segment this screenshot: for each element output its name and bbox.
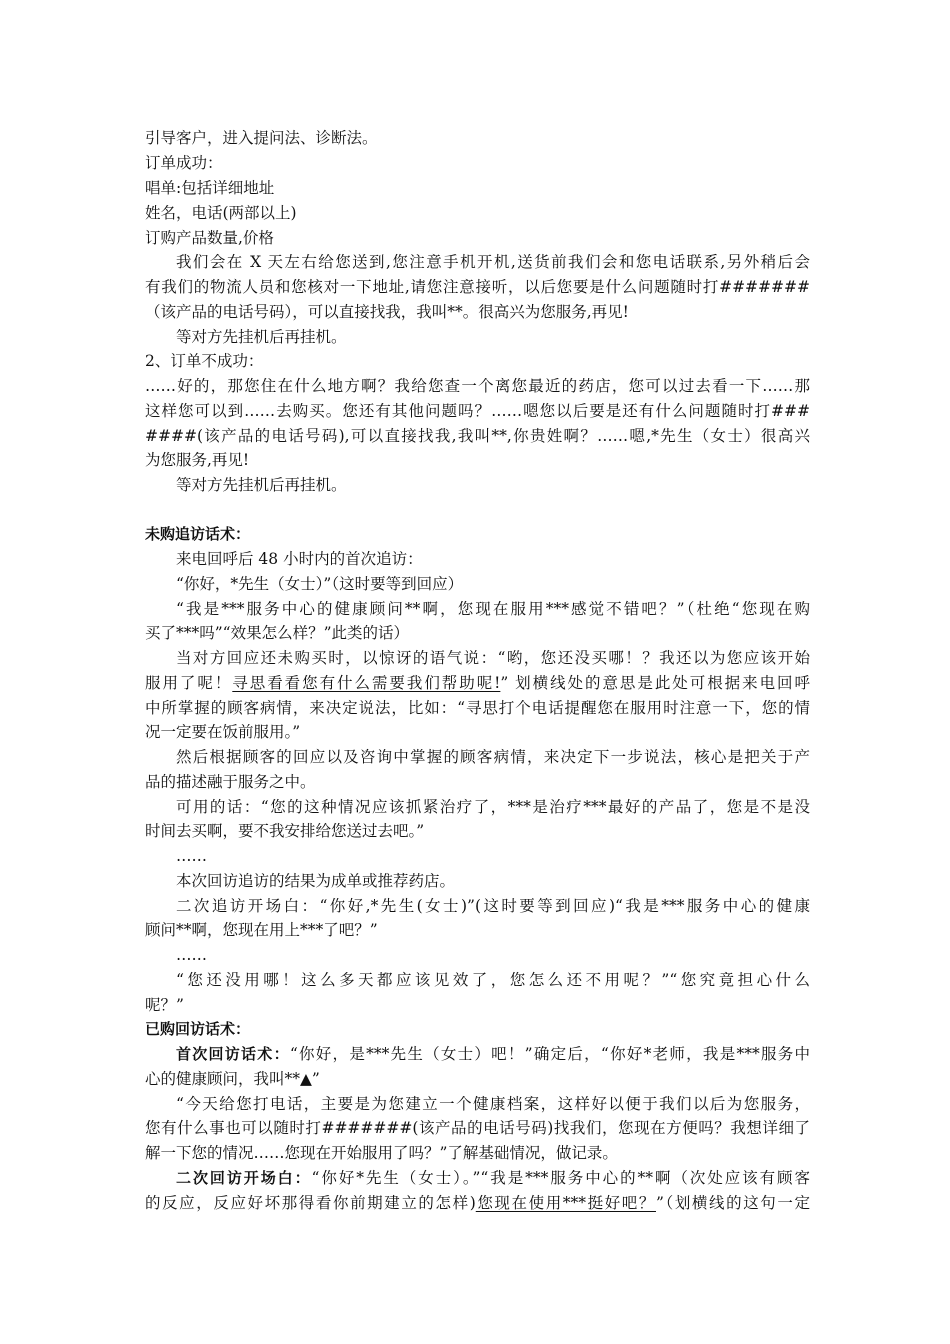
text-line: ####(该产品的电话号码),可以直接找我,我叫**,你贵姓啊？……嗯,*先生（女士）很高兴 (145, 427, 810, 445)
text-line: 当对方回应还未购买时，以惊讶的语气说：“哟，您还没买哪！？我还以为您应该开始 (176, 649, 810, 667)
text-line: 解一下您的情况……您现在开始服用了吗？”了解基础情况，做记录。 (145, 1144, 618, 1162)
text-line: “您还没用哪！这么多天都应该见效了，您怎么还不用呢？”“您究竟担心什么 (176, 971, 810, 989)
text-line: “今天给您打电话，主要是为您建立一个健康档案，这样好以便于我们以后为您服务， (176, 1095, 810, 1113)
text-line: 有我们的物流人员和您核对一下地址,请您注意接听，以后您要是什么问题随时打####### (145, 278, 810, 296)
bold-label: 二次回访开场白： (176, 1169, 312, 1187)
text-line: 订购产品数量,价格 (145, 229, 274, 247)
text-line: 二次追访开场白：“你好,*先生(女士)”(这时要等到回应)“我是***服务中心的健康 (176, 897, 810, 915)
text-line: 中所掌握的顾客病情，来决定说法，比如：“寻思打个电话提醒您在服用时注意一下，您的情 (145, 699, 810, 717)
text-line: “你好，*先生（女士）”（这时要等到回应） (176, 575, 464, 593)
text-line: 可用的话：“您的这种情况应该抓紧治疗了，***是治疗***最好的产品了，您是不是没 (176, 798, 810, 816)
text-line: 您有什么事也可以随时打#######(该产品的电话号码)找我们，您现在方便吗？我想详细了 (145, 1119, 810, 1137)
text-line: 品的描述融于服务之中。 (145, 773, 316, 791)
text-line: …… (176, 847, 207, 865)
underlined-phrase: 寻思看看您有什么需要我们帮助呢! (232, 674, 501, 692)
text-line: 唱单:包括详细地址 (145, 179, 275, 197)
text-line: ……好的，那您住在什么地方啊？我给您查一个离您最近的药店，您可以过去看一下……那 (145, 377, 810, 395)
text-line: 来电回呼后 48 小时内的首次追访： (176, 550, 423, 568)
text-line: 心的健康顾问，我叫**▲” (145, 1070, 320, 1088)
text-line: 本次回访追访的结果为成单或推荐药店。 (176, 872, 456, 890)
text-line: 订单成功： (145, 154, 223, 172)
bold-label: 首次回访话术： (176, 1045, 290, 1063)
text-line: 姓名，电话(两部以上) (145, 204, 297, 222)
text-line: （该产品的电话号码），可以直接找我，我叫**。很高兴为您服务,再见! (145, 303, 629, 321)
text-line: 为您服务,再见! (145, 451, 250, 469)
text-line: 等对方先挂机后再挂机。 (176, 476, 347, 494)
text-line: 这样您可以到……去购买。您还有其他问题吗？……嗯您以后要是还有什么问题随时打### (145, 402, 810, 420)
text-line: …… (176, 946, 207, 964)
text-line: 引导客户，进入提问法、诊断法。 (145, 129, 378, 147)
text-line-underlined: 的反应，反应好坏那得看你前期建立的怎样)您现在使用***挺好吧？”（划横线的这句一定 (145, 1194, 810, 1212)
text-line: 顾问**啊，您现在用上***了吧？” (145, 921, 378, 939)
text-line: 我们会在 X 天左右给您送到,您注意手机开机,送货前我们会和您电话联系,另外稍后会 (176, 253, 810, 271)
text-line-bold-lead: 二次回访开场白：“你好*先生（女士）。”“我是***服务中心的**啊（次处应该有顾客 (176, 1169, 810, 1187)
text-line-underlined: 服用了呢！寻思看看您有什么需要我们帮助呢!” 划横线处的意思是此处可根据来电回呼 (145, 674, 810, 692)
text-line: 等对方先挂机后再挂机。 (176, 328, 347, 346)
text-line: “我是***服务中心的健康顾问**啊，您现在服用***感觉不错吧？”（杜绝“您现在购 (176, 600, 810, 618)
section-heading: 未购追访话术： (145, 525, 251, 543)
text-line: 呢？” (145, 996, 184, 1014)
underlined-phrase: 您现在使用***挺好吧？ (475, 1194, 656, 1212)
text-line: 然后根据顾客的回应以及咨询中掌握的顾客病情，来决定下一步说法，核心是把关于产 (176, 748, 810, 766)
section-heading: 已购回访话术： (145, 1020, 251, 1038)
text-line: 时间去买啊，要不我安排给您送过去吧。” (145, 822, 425, 840)
text-line: 买了***吗”“效果怎么样？”此类的话） (145, 624, 410, 642)
text-line: 2、订单不成功： (145, 352, 264, 370)
text-line-bold-lead: 首次回访话术：“你好，是***先生（女士）吧！”确定后，“你好*老师，我是***服务中 (176, 1045, 810, 1063)
text-line: 况一定要在饭前服用。” (145, 723, 301, 741)
